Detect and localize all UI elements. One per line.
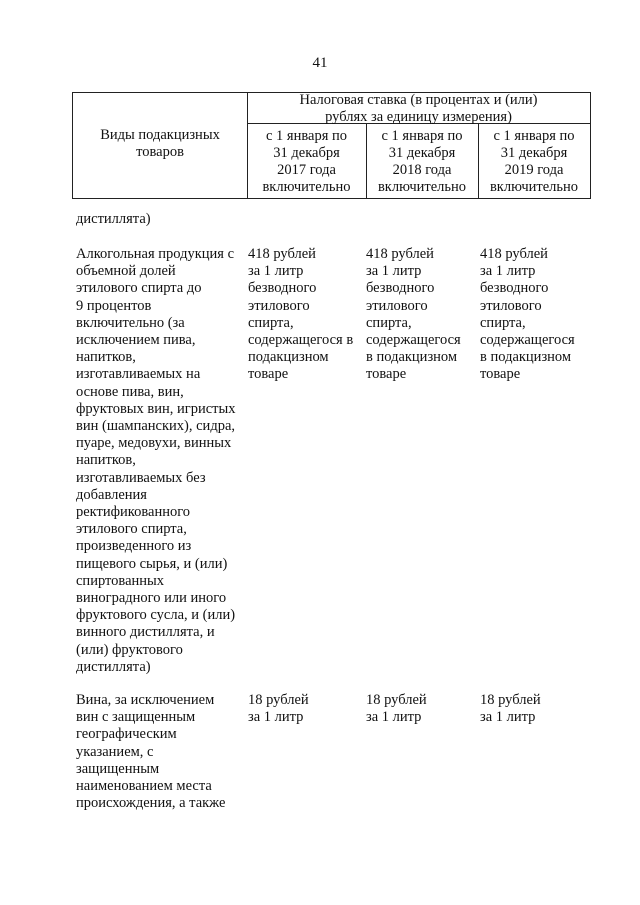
rate-line: подакцизном	[248, 349, 329, 366]
category-line: фруктового сусла, и (или)	[76, 607, 236, 624]
period-line: включительно	[377, 179, 467, 195]
category-line: объемной долей	[76, 263, 176, 280]
rate-line: этилового	[480, 297, 542, 314]
category-line: спиртованных	[76, 572, 165, 589]
rate-line: за 1 литр	[480, 709, 536, 726]
rate-line: 18 рублей	[366, 692, 427, 708]
category-line: Вина, за исключением	[76, 692, 215, 708]
rate-line: содержащегося	[366, 332, 461, 349]
rate-line: товаре	[480, 366, 521, 383]
rate-line: спирта,	[366, 314, 412, 331]
row-2-rate-2017	[248, 692, 366, 726]
row-1-rate-2019	[480, 246, 588, 384]
category-line: добавления	[76, 486, 147, 503]
period-line: включительно	[489, 179, 579, 195]
row-1-rate-2018	[366, 246, 480, 384]
period-line: 31 декабря	[500, 145, 568, 161]
category-header-line: Виды подакцизных	[100, 127, 220, 143]
row-1-category	[76, 246, 244, 676]
period-line: 2017 года	[277, 162, 336, 178]
rate-line: за 1 литр	[366, 709, 422, 726]
category-line: пищевого сырья, и (или)	[76, 555, 228, 572]
category-line: изготавливаемых без	[76, 469, 206, 486]
rate-line: за 1 литр	[248, 709, 304, 726]
period-line: 31 декабря	[273, 145, 340, 161]
category-line: наименованием места	[76, 778, 212, 795]
rate-line: за 1 литр	[248, 263, 304, 280]
rate-line: содержащегося в	[248, 332, 354, 349]
row-2-category	[76, 692, 244, 812]
category-line: винного дистиллята, и	[76, 624, 215, 641]
rate-line: 18 рублей	[480, 692, 541, 708]
category-line: происхождения, а также	[76, 795, 226, 812]
category-line: напитков,	[76, 349, 136, 366]
rate-line: этилового	[366, 297, 428, 314]
category-line: виноградного или иного	[76, 590, 227, 607]
rate-line: в подакцизном	[480, 349, 572, 366]
page-number: 41	[312, 55, 328, 71]
category-line: вин с защищенным	[76, 709, 196, 726]
rate-line: этилового	[248, 297, 310, 314]
rate-header-line: Налоговая ставка (в процентах и (или)	[299, 92, 538, 108]
rate-line: содержащегося	[480, 332, 575, 349]
rate-line: спирта,	[248, 314, 294, 331]
category-column-header	[73, 127, 247, 161]
category-line: напитков,	[76, 452, 136, 469]
category-line: этилового спирта,	[76, 521, 187, 538]
category-line: этилового спирта до	[76, 280, 202, 297]
row-2-rate-2018	[366, 692, 480, 726]
category-line: пуаре, медовухи, винных	[76, 435, 232, 452]
category-line: географическим	[76, 726, 177, 743]
period-header-2019	[478, 128, 590, 196]
category-line: вин (шампанских), сидра,	[76, 418, 236, 435]
category-line: (или) фруктового	[76, 641, 183, 658]
rate-header-line: рублях за единицу измерения)	[325, 109, 512, 125]
rate-line: товаре	[248, 366, 289, 383]
row-1-rate-2017	[248, 246, 366, 384]
category-line: включительно (за	[76, 314, 185, 331]
category-line: Алкогольная продукция с	[76, 246, 235, 262]
rate-line: безводного	[366, 280, 435, 297]
rate-line: безводного	[248, 280, 317, 297]
category-line: изготавливаемых на	[76, 366, 201, 383]
rate-line: 418 рублей	[248, 246, 316, 262]
rate-line: 18 рублей	[248, 692, 309, 708]
rate-column-header	[247, 92, 590, 126]
rate-line: за 1 литр	[366, 263, 422, 280]
category-line: дистиллята)	[76, 658, 151, 675]
period-line: включительно	[262, 179, 351, 195]
category-line: указанием, с	[76, 743, 154, 760]
category-line: ректификованного	[76, 504, 191, 521]
row-2-rate-2019	[480, 692, 588, 726]
period-line: 2018 года	[392, 162, 452, 178]
rate-line: 418 рублей	[480, 246, 548, 262]
rate-line: 418 рублей	[366, 246, 434, 262]
rate-line: спирта,	[480, 314, 526, 331]
category-line: фруктовых вин, игристых	[76, 400, 236, 417]
period-line: 2019 года	[504, 162, 564, 178]
rate-line: в подакцизном	[366, 349, 458, 366]
period-line: с 1 января по	[381, 128, 463, 144]
continuation-text: дистиллята)	[76, 211, 151, 227]
category-line: защищенным	[76, 760, 160, 777]
category-line: основе пива, вин,	[76, 383, 184, 400]
rate-line: товаре	[366, 366, 407, 383]
category-line: исключением пива,	[76, 332, 196, 349]
rate-line: безводного	[480, 280, 549, 297]
rate-line: за 1 литр	[480, 263, 536, 280]
period-header-2017	[247, 128, 366, 196]
category-header-line: товаров	[136, 144, 184, 160]
category-line: 9 процентов	[76, 297, 152, 314]
table-header	[72, 92, 591, 199]
category-line: произведенного из	[76, 538, 192, 555]
period-line: с 1 января по	[265, 128, 347, 144]
period-line: с 1 января по	[493, 128, 575, 144]
period-line: 31 декабря	[388, 145, 456, 161]
period-header-2018	[366, 128, 478, 196]
